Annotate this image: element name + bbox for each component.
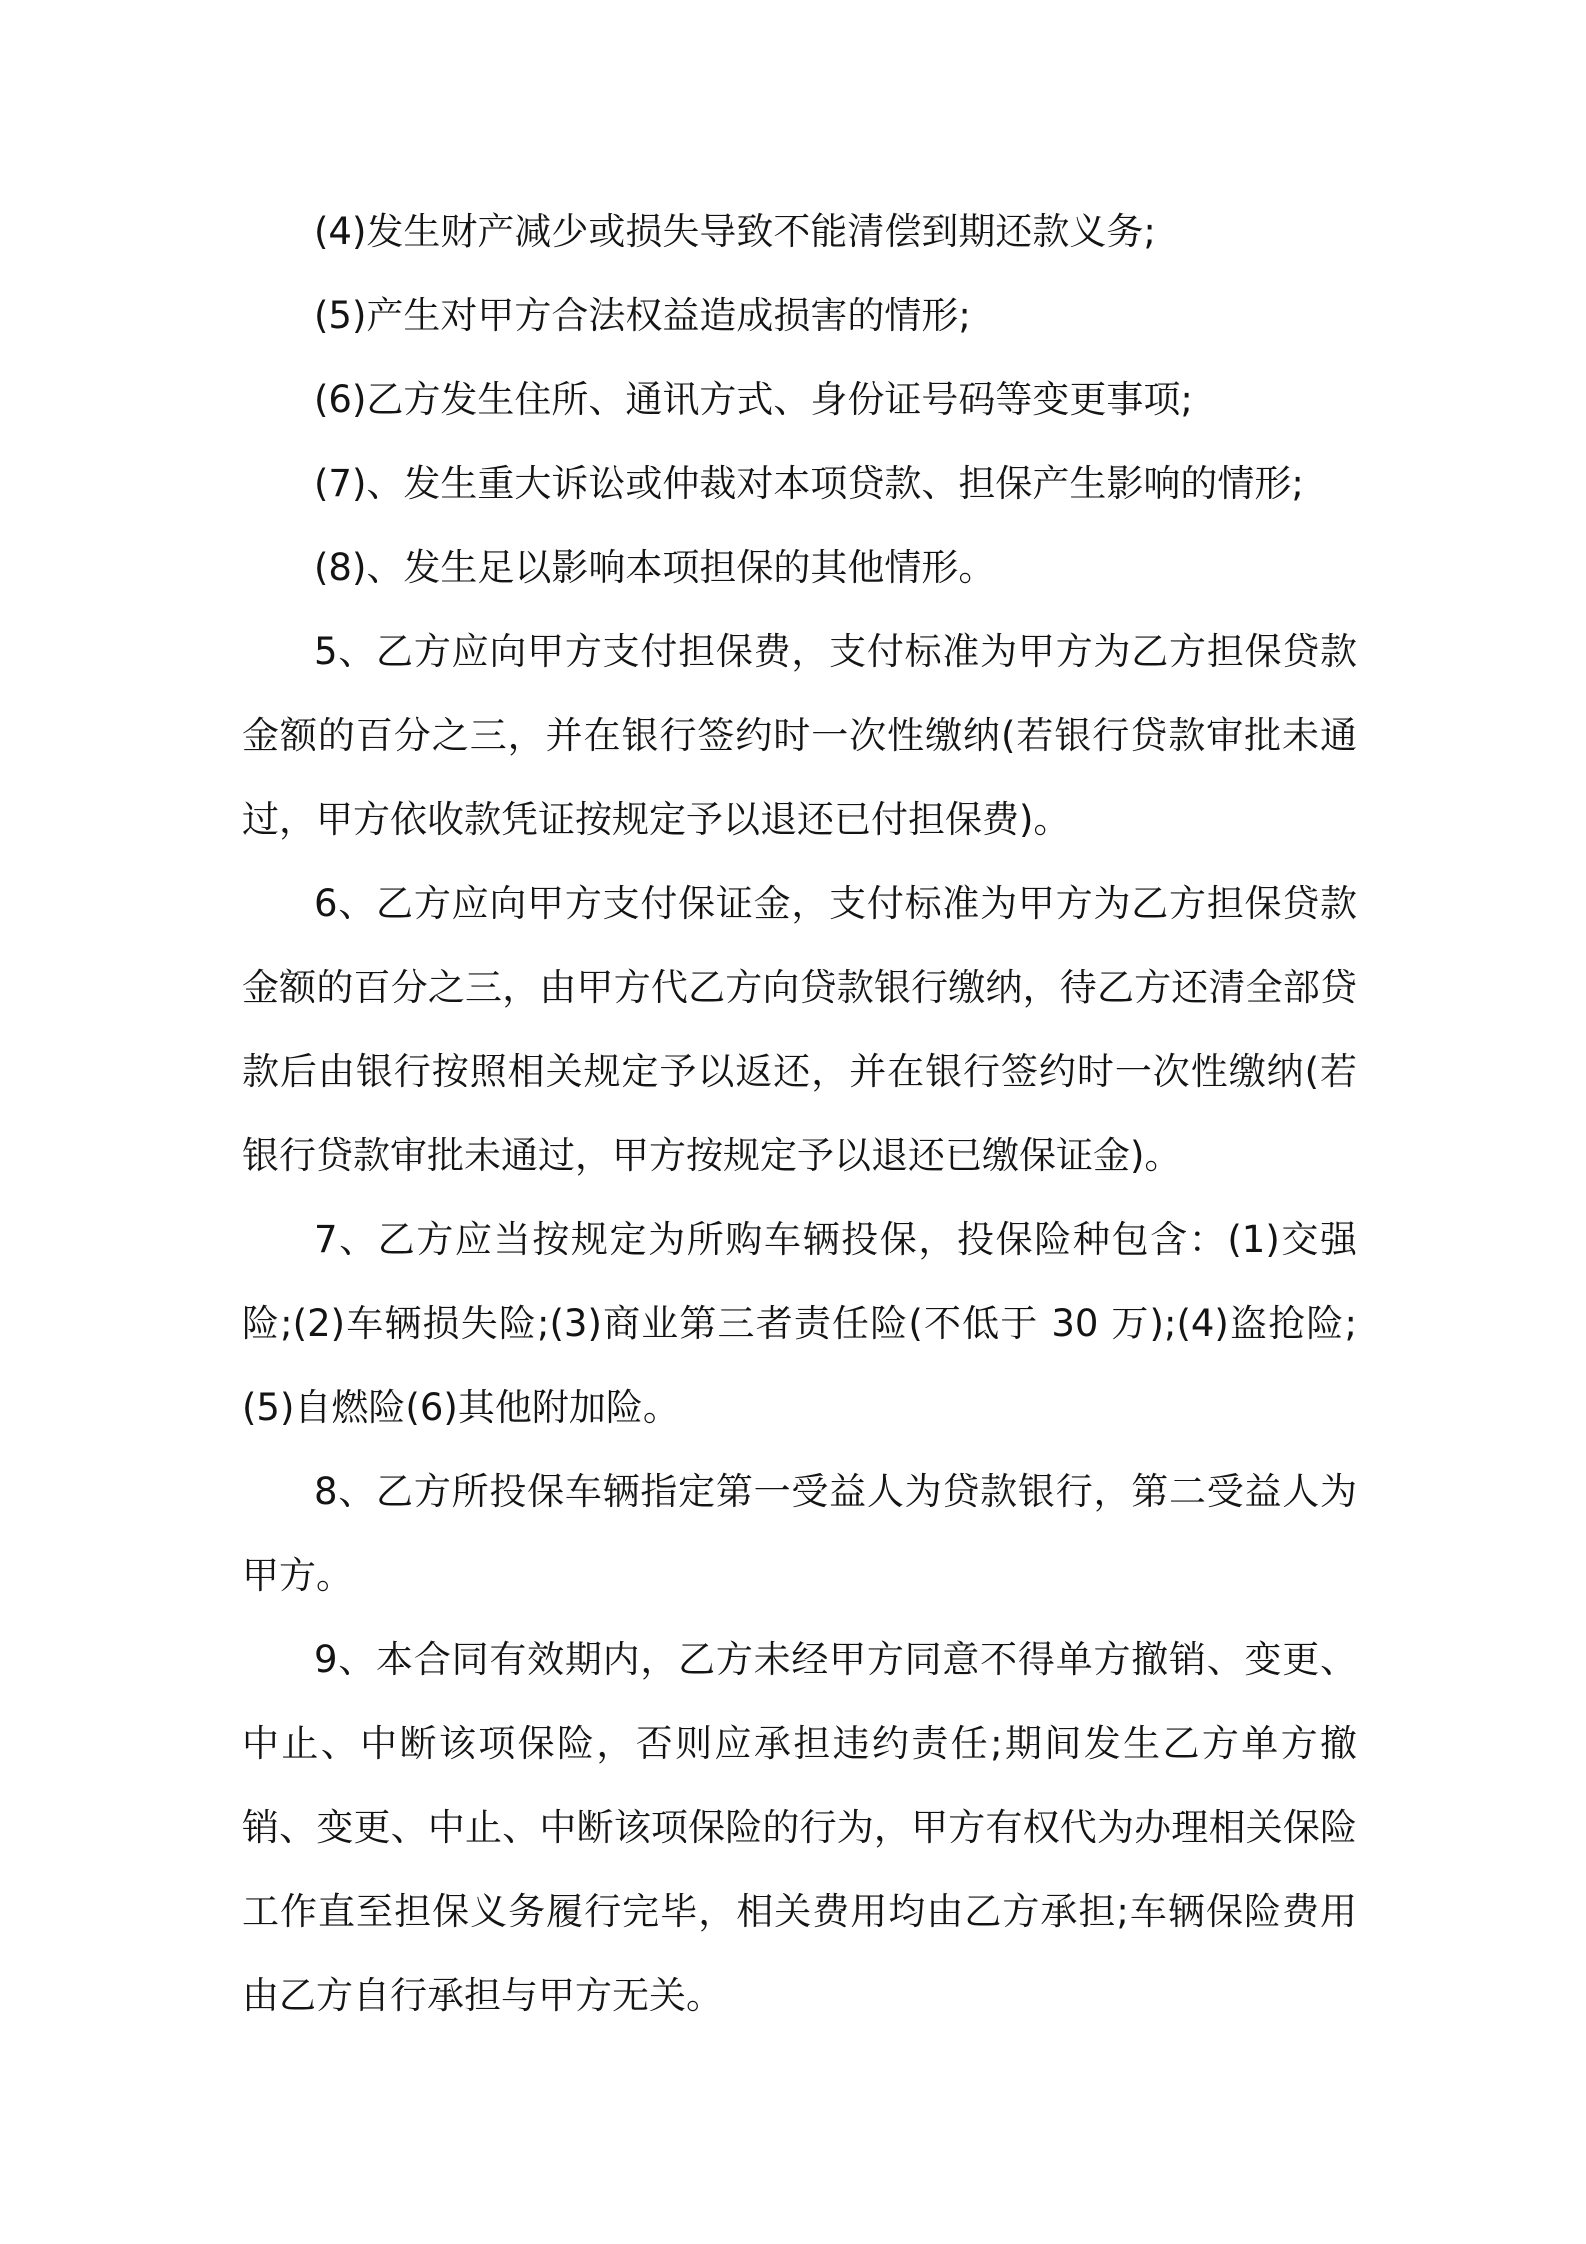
clause-7-insurance: 7、乙方应当按规定为所购车辆投保，投保险种包含：(1)交强险;(2)车辆损失险;(3)商业第三者责任险(不低于 30 万);(4)盗抢险;(5)自燃险(6)其他附加险。 bbox=[242, 1218, 1357, 1429]
clause-9-insurance-obligation: 9、本合同有效期内，乙方未经甲方同意不得单方撤销、变更、中止、中断该项保险，否则应承担违约责任;期间发生乙方单方撤销、变更、中止、中断该项保险的行为，甲方有权代为办理相关保险工作直至担保义务履行完毕，相关费用均由乙方承担;车辆保险费用由乙方自行承担与甲方无关。 bbox=[242, 1638, 1357, 2017]
sub-item-8: (8)、发生足以影响本项担保的其他情形。 bbox=[314, 546, 996, 589]
contract-text bbox=[242, 190, 1357, 2038]
sub-item-6: (6)乙方发生住所、通讯方式、身份证号码等变更事项; bbox=[314, 378, 1193, 421]
clause-6-deposit: 6、乙方应向甲方支付保证金，支付标准为甲方为乙方担保贷款金额的百分之三，由甲方代乙方向贷款银行缴纳，待乙方还清全部贷款后由银行按照相关规定予以返还，并在银行签约时一次性缴纳(若银行贷款审批未通过，甲方按规定予以退还已缴保证金)。 bbox=[242, 882, 1357, 1177]
sub-item-5: (5)产生对甲方合法权益造成损害的情形; bbox=[314, 294, 971, 337]
clause-8-beneficiary: 8、乙方所投保车辆指定第一受益人为贷款银行，第二受益人为甲方。 bbox=[242, 1470, 1357, 1597]
sub-item-7: (7)、发生重大诉讼或仲裁对本项贷款、担保产生影响的情形; bbox=[314, 462, 1304, 505]
clause-5-guarantee-fee: 5、乙方应向甲方支付担保费，支付标准为甲方为乙方担保贷款金额的百分之三，并在银行签约时一次性缴纳(若银行贷款审批未通过，甲方依收款凭证按规定予以退还已付担保费)。 bbox=[242, 630, 1357, 841]
sub-item-4: (4)发生财产减少或损失导致不能清偿到期还款义务; bbox=[314, 210, 1156, 253]
